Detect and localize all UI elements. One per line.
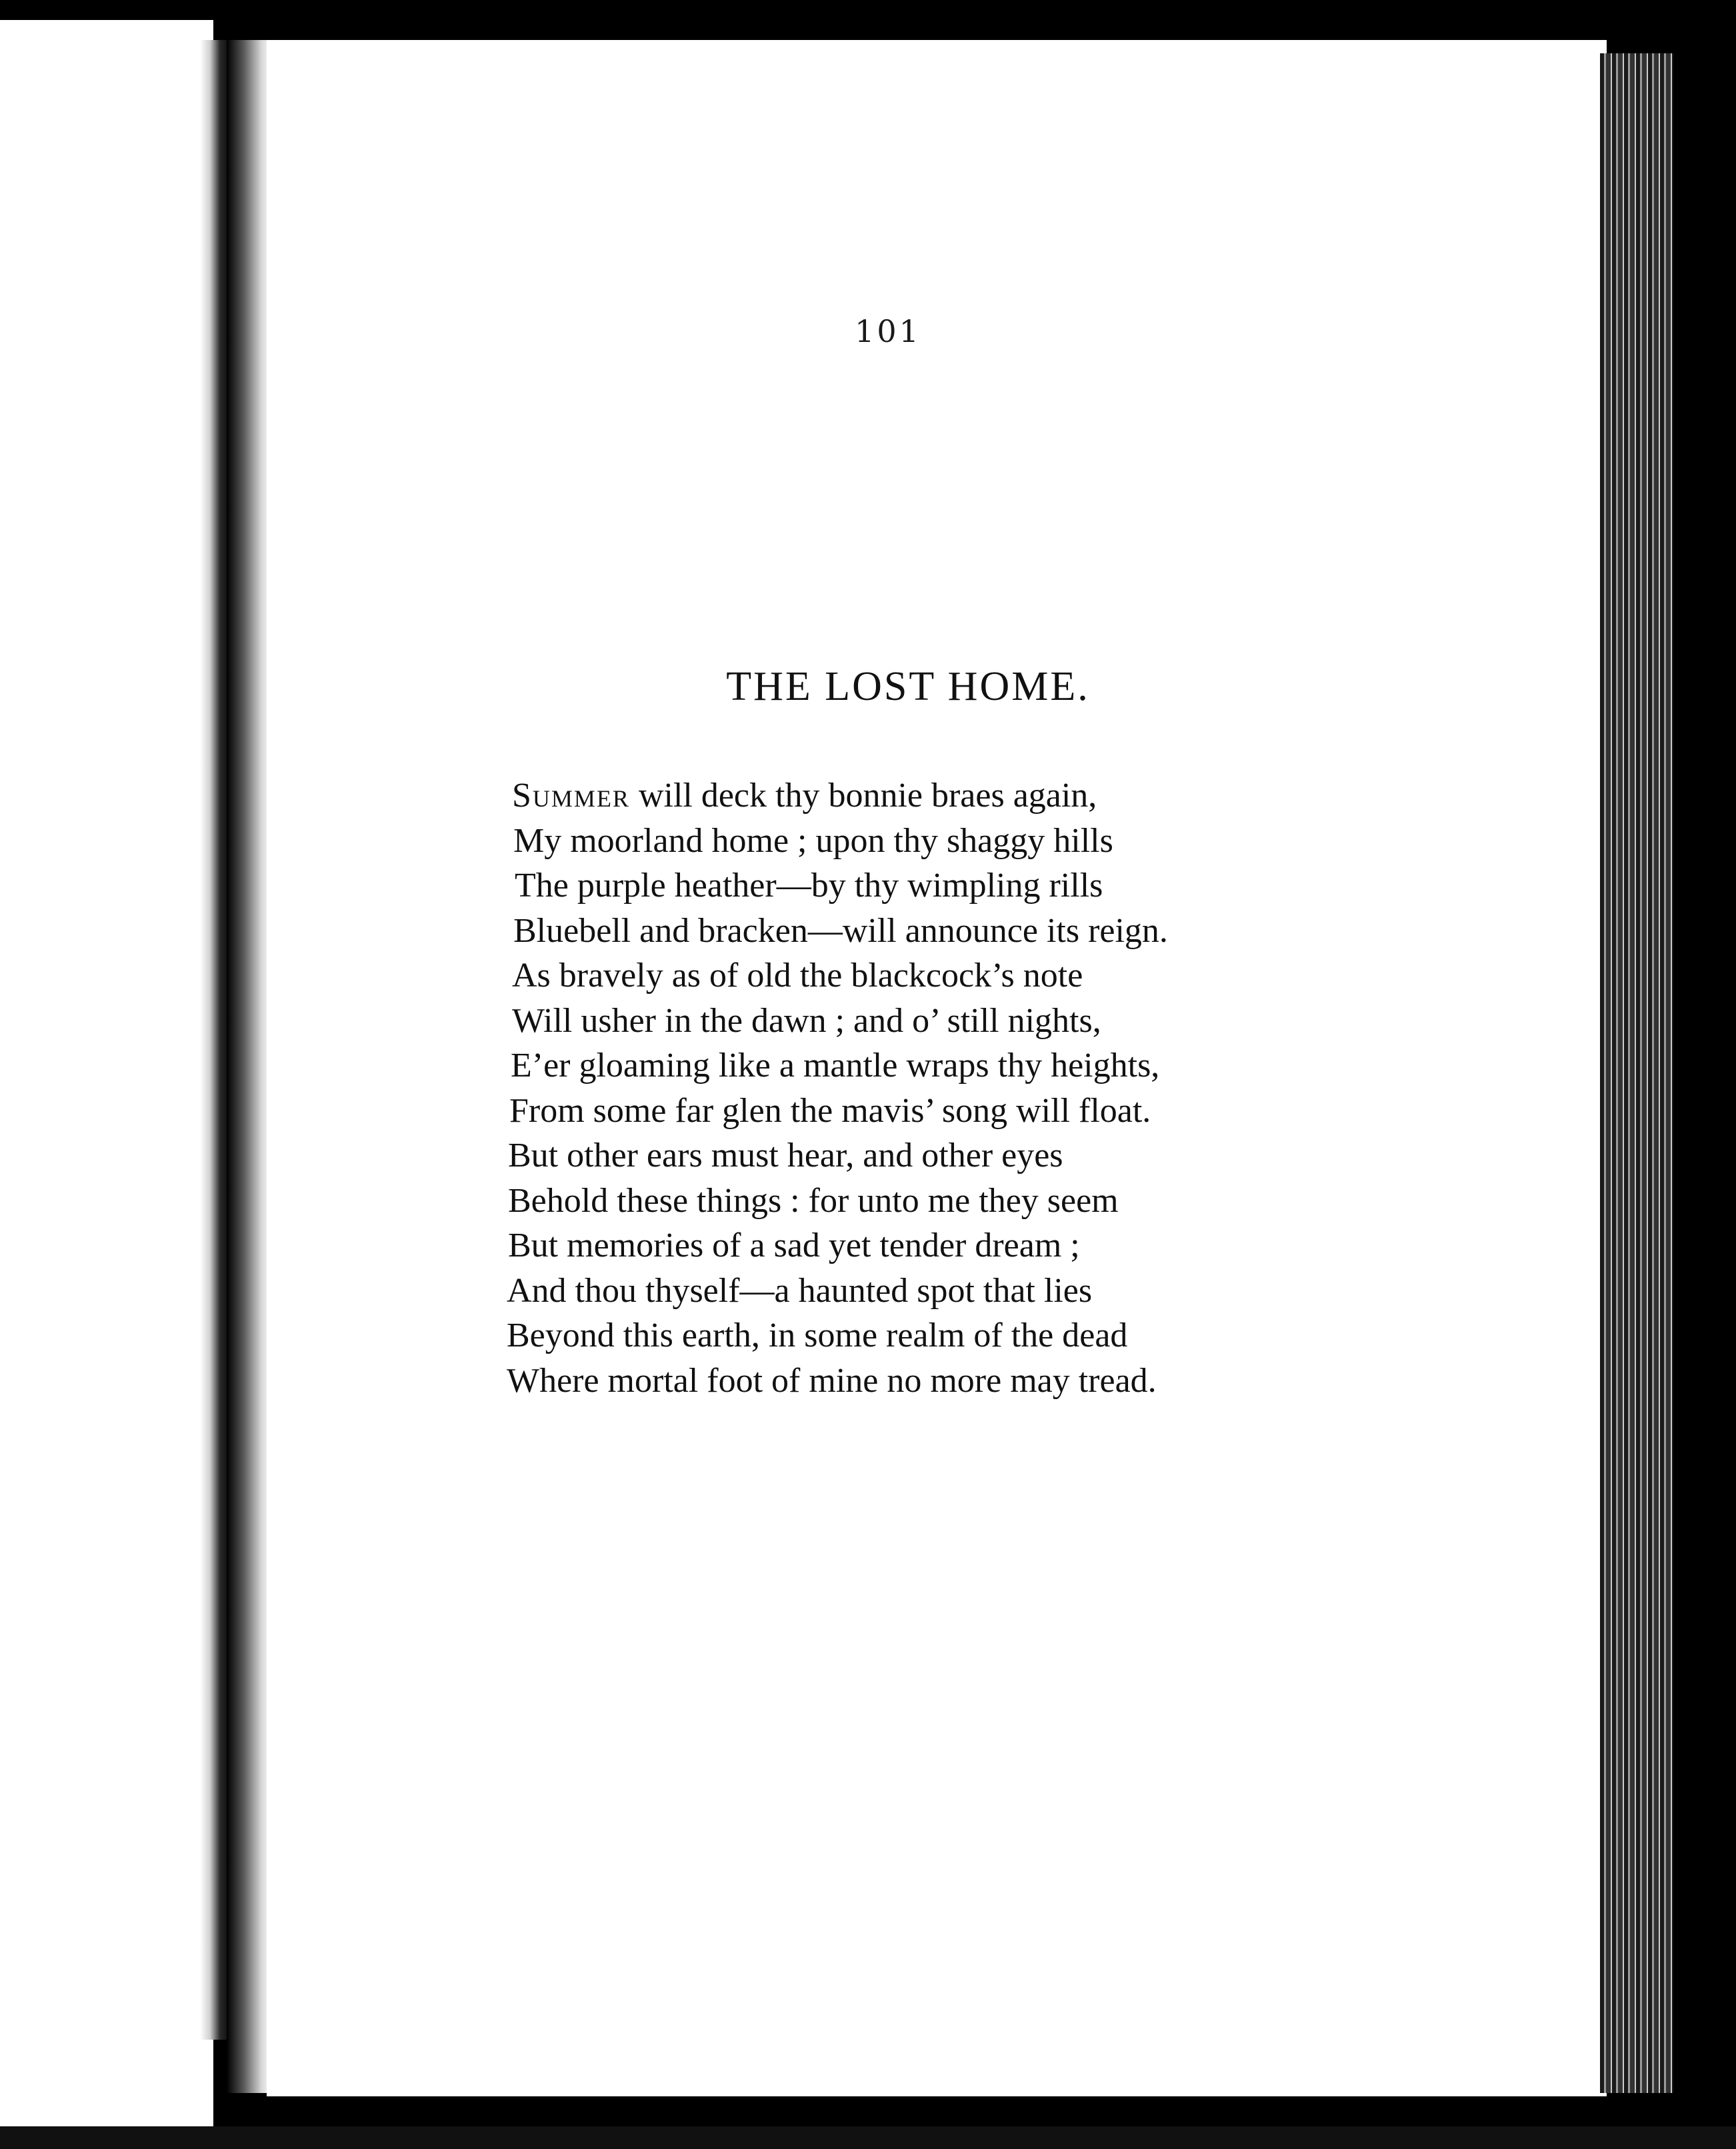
poem-line: And thou thyself—a haunted spot that lies <box>507 1271 1093 1310</box>
scan-bottom-border <box>0 2126 1736 2149</box>
poem-line: Will usher in the dawn ; and o’ still nights, <box>512 1001 1101 1040</box>
poem-line: Bluebell and bracken—will announce its reign. <box>513 911 1168 950</box>
poem-line: But other ears must hear, and other eyes <box>508 1136 1063 1174</box>
poem-line: Beyond this earth, in some realm of the dead <box>507 1316 1128 1354</box>
book-fore-edge <box>1600 53 1673 2093</box>
poem-body <box>507 773 1267 1403</box>
poem-line: Where mortal foot of mine no more may tread. <box>507 1361 1157 1400</box>
poem-line-text: will deck thy bonnie braes again, <box>629 777 1097 815</box>
poem-line: But memories of a sad yet tender dream ; <box>508 1226 1080 1264</box>
poem-line: From some far glen the mavis’ song will float. <box>509 1091 1151 1130</box>
page-number: 101 <box>855 313 921 349</box>
poem-line: My moorland home ; upon thy shaggy hills <box>513 821 1113 860</box>
poem-first-word: Summer <box>512 777 630 815</box>
poem-title: THE LOST HOME. <box>726 664 1090 709</box>
poem-line <box>512 773 1272 819</box>
poem-line: As bravely as of old the blackcock’s note <box>512 957 1083 995</box>
poem-line: E’er gloaming like a mantle wraps thy heights, <box>511 1047 1160 1084</box>
poem-line: Behold these things : for unto me they seem <box>508 1181 1119 1220</box>
poem-line: The purple heather—by thy wimpling rills <box>515 867 1103 905</box>
